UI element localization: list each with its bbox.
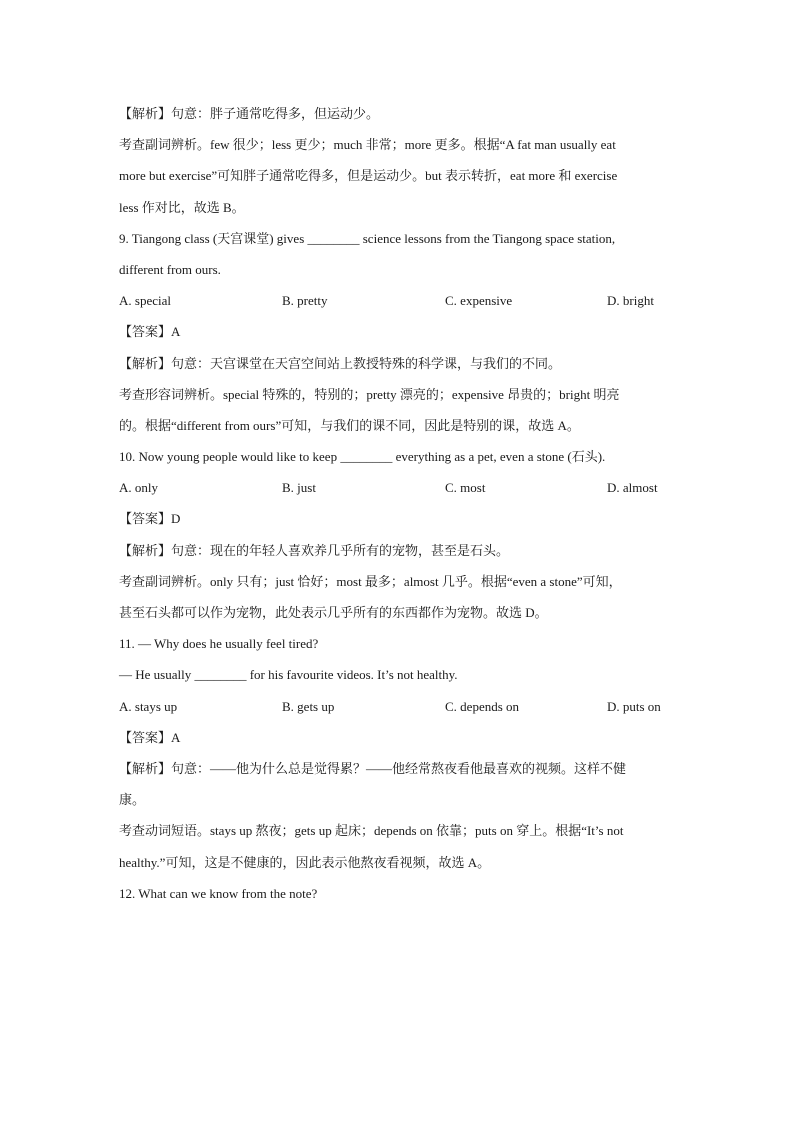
text-line: 11. — Why does he usually feel tired?: [119, 636, 319, 652]
answer-options: [119, 472, 679, 503]
text-line: 考查动词短语。stays up 熬夜；gets up 起床；depends on 依靠；puts on 穿上。根据“It’s not: [119, 823, 624, 839]
option-c: C. depends on: [445, 698, 520, 714]
text-line: 【答案】A: [119, 324, 181, 340]
option-a: A. only: [119, 480, 158, 496]
option-b: B. gets up: [282, 698, 335, 714]
text-line: 甚至石头都可以作为宠物，此处表示几乎所有的东西都作为宠物。故选 D。: [119, 605, 548, 620]
text-line: 【解析】句意：胖子通常吃得多，但运动少。: [119, 106, 380, 121]
answer-options: [119, 691, 679, 722]
option-d: D. puts on: [607, 698, 661, 714]
text-line: 康。: [119, 792, 146, 808]
text-line: 10. Now young people would like to keep ________ everything as a pet, even a stone (石头).: [119, 449, 606, 465]
text-line: different from ours.: [119, 261, 221, 277]
text-line: 考查副词辨析。only 只有；just 恰好；most 最多；almost 几乎。根据“even a stone”可知，: [119, 573, 622, 589]
option-d: D. bright: [607, 293, 654, 309]
answer-options: [119, 285, 679, 316]
text-line: — He usually ________ for his favourite videos. It’s not healthy.: [119, 667, 458, 683]
text-line: 【答案】D: [119, 511, 181, 527]
text-line: healthy.”可知，这是不健康的，因此表示他熬夜看视频，故选 A。: [119, 854, 491, 870]
option-c: C. expensive: [445, 293, 513, 309]
text-line: more but exercise”可知胖子通常吃得多，但是运动少。but 表示转折，eat more 和 exercise: [119, 168, 618, 184]
document-page: [119, 98, 679, 909]
text-line: 【解析】句意：现在的年轻人喜欢养几乎所有的宠物，甚至是石头。: [119, 542, 510, 558]
text-line: 考查形容词辨析。special 特殊的，特别的；pretty 漂亮的；expensive 昂贵的；bright 明亮: [119, 386, 620, 402]
text-line: 9. Tiangong class (天宫课堂) gives ________ science lessons from the Tiangong space station,: [119, 230, 616, 246]
text-line: 的。根据“different from ours”可知，与我们的课不同，因此是特别的课，故选 A。: [119, 417, 580, 433]
option-d: D. almost: [607, 480, 658, 496]
option-a: A. stays up: [119, 698, 178, 714]
text-line: 考查副词辨析。few 很少；less 更少；much 非常；more 更多。根据“A fat man usually eat: [119, 137, 616, 153]
text-line: 【解析】句意：天宫课堂在天宫空间站上教授特殊的科学课，与我们的不同。: [119, 355, 562, 371]
text-line: 【答案】A: [119, 729, 181, 745]
option-b: B. just: [282, 480, 316, 496]
option-b: B. pretty: [282, 293, 328, 309]
text-line: 【解析】句意：——他为什么总是觉得累？——他经常熬夜看他最喜欢的视频。这样不健: [119, 760, 627, 776]
option-c: C. most: [445, 480, 486, 496]
text-line: 12. What can we know from the note?: [119, 885, 318, 901]
text-line: less 作对比，故选 B。: [119, 199, 245, 215]
option-a: A. special: [119, 293, 171, 309]
